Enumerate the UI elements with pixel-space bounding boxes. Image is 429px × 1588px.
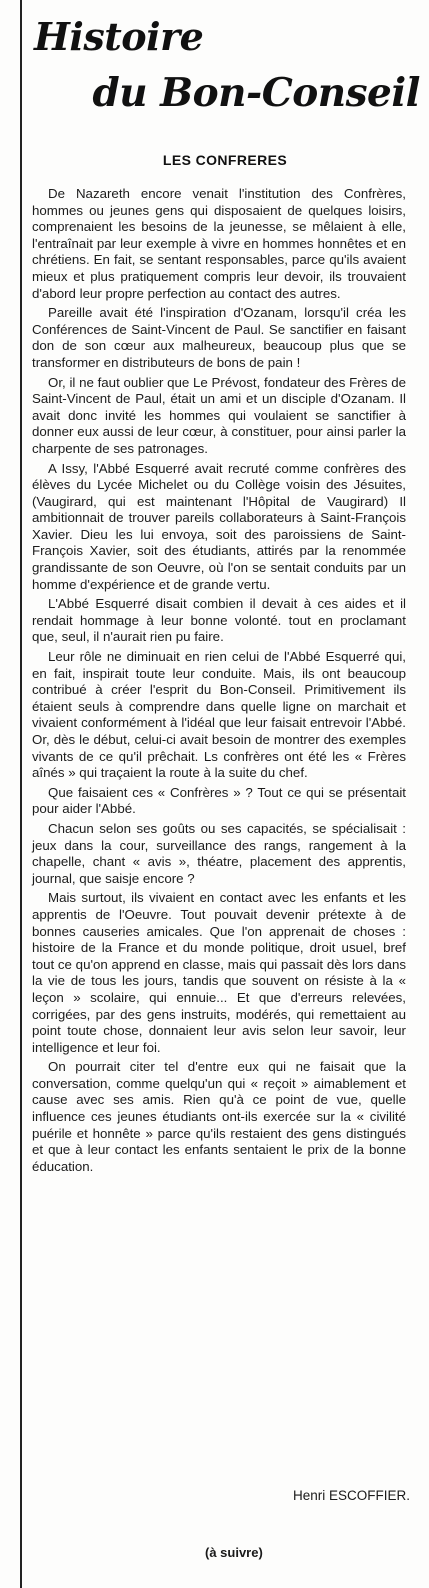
author-signature: Henri ESCOFFIER. <box>292 1488 410 1503</box>
paragraph-4: A Issy, l'Abbé Esquerré avait recruté comme confrères des élèves du Lycée Michelet ou du Collège voisin des Jésuites, (Vaugirard, qui est maintenant l'Hôpital de Vaugirard) Il ambitionnait de trouver pareils collaborateurs à Saint-François Xavier. Dieu les lui envoya, soit des paroissiens de Saint-François Xavier, soit des étudiants, attirés par la renommée grandissante de son Oeuvre, où l'on se sentait conduits par un homme d'expérience et de grande vertu. <box>32 460 406 592</box>
article-title-line-2: du Bon-Conseil <box>92 70 420 116</box>
paragraph-6: Leur rôle ne diminuait en rien celui de l'Abbé Esquerré qui, en fait, inspirait toute leur conduite. Mais, ils ont beaucoup contribué à créer l'esprit du Bon-Conseil. Primitivement ils étaient seuls à comprendre dans quelle ligne on marchait et vivaient conformément à l'idéal que leur faisait entrevoir l'Abbé. Or, dès le début, celui-ci avait besoin de montrer des exemples vivants de ce qu'il prêchait. Ls confrères ont été les « Frères aînés » qui traçaient la route à la suite du chef. <box>32 649 406 781</box>
paragraph-9: Mais surtout, ils vivaient en contact avec les enfants et les apprentis de l'Oeuvre. Tout pouvait devenir prétexte à de bonnes causeries amicales. Que l'on apprenait de choses : histoire de la France et du monde politique, droit usuel, bref tout ce qu'on apprend en classe, mais qui passait dès lors dans la vie de tous les jours, tandis que souvent on résiste à la « leçon » scolaire, qui ennuie... Et que d'erreurs relevées, corrigées, par des gens instruits, modérés, qui remettaient au point toute chose, donnaient leur avis selon leur savoir, leur intelligence et leur foi. <box>32 890 406 1055</box>
paragraph-1: De Nazareth encore venait l'institution des Confrères, hommes ou jeunes gens qui disposaient de quelques loisirs, comprenaient les besoins de la jeunesse, se mêlaient à elle, l'entraînait par leur exemple à vivre en hommes honnêtes et en chrétiens. En fait, se sentant responsables, parce qu'ils avaient mieux et plus pratiquement compris leur devoir, ils trouvaient d'abord leur propre perfection au contact des autres. <box>32 186 406 301</box>
paragraph-3: Or, il ne faut oublier que Le Prévost, fondateur des Frères de Saint-Vincent de Paul, était un ami et un disciple d'Ozanam. Il avait donc invité les hommes qui voulaient se sanctifier à donner eux aussi de leur cœur, à constituer, pour ainsi parler la charpente de ses patronages. <box>32 374 406 456</box>
to-be-continued-note: (à suivre) <box>205 1545 263 1560</box>
paragraph-2: Pareille avait été l'inspiration d'Ozanam, lorsqu'il créa les Conférences de Saint-Vincent de Paul. Se sanctifier en faisant don de son cœur aux malheureux, beaucoup plus que se transformer en distributeurs de bons de pain ! <box>32 305 406 370</box>
paragraph-8: Chacun selon ses goûts ou ses capacités, se spécialisait : jeux dans la cour, surveillance des rangs, rangement à la chapelle, chant « avis », théatre, placement des apprentis, journal, que saisje encore ? <box>32 820 406 886</box>
left-column-rule <box>20 0 22 1588</box>
paragraph-7: Que faisaient ces « Confrères » ? Tout ce qui se présentait pour aider l'Abbé. <box>32 784 406 817</box>
paragraph-10: On pourrait citer tel d'entre eux qui ne faisait que la conversation, comme quelqu'un qui « reçoit » aimablement et cause avec ses amis. Rien qu'à ce point de vue, quelle influence ces jeunes étudiants ont-ils exercée sur la « civilité puérile et honnête » parce qu'ils restaient des gens distingués et que à leur contact les enfants sentaient le prix de la bonne éducation. <box>32 1059 406 1174</box>
article-title-line-1: Histoire <box>34 14 204 59</box>
article-body <box>32 186 406 1178</box>
section-heading: LES CONFRERES <box>162 152 288 168</box>
paragraph-5: L'Abbé Esquerré disait combien il devait à ces aides et il rendait hommage à leur bonne volonté. tout en proclamant que, seul, il n'aurait rien pu faire. <box>32 596 406 645</box>
